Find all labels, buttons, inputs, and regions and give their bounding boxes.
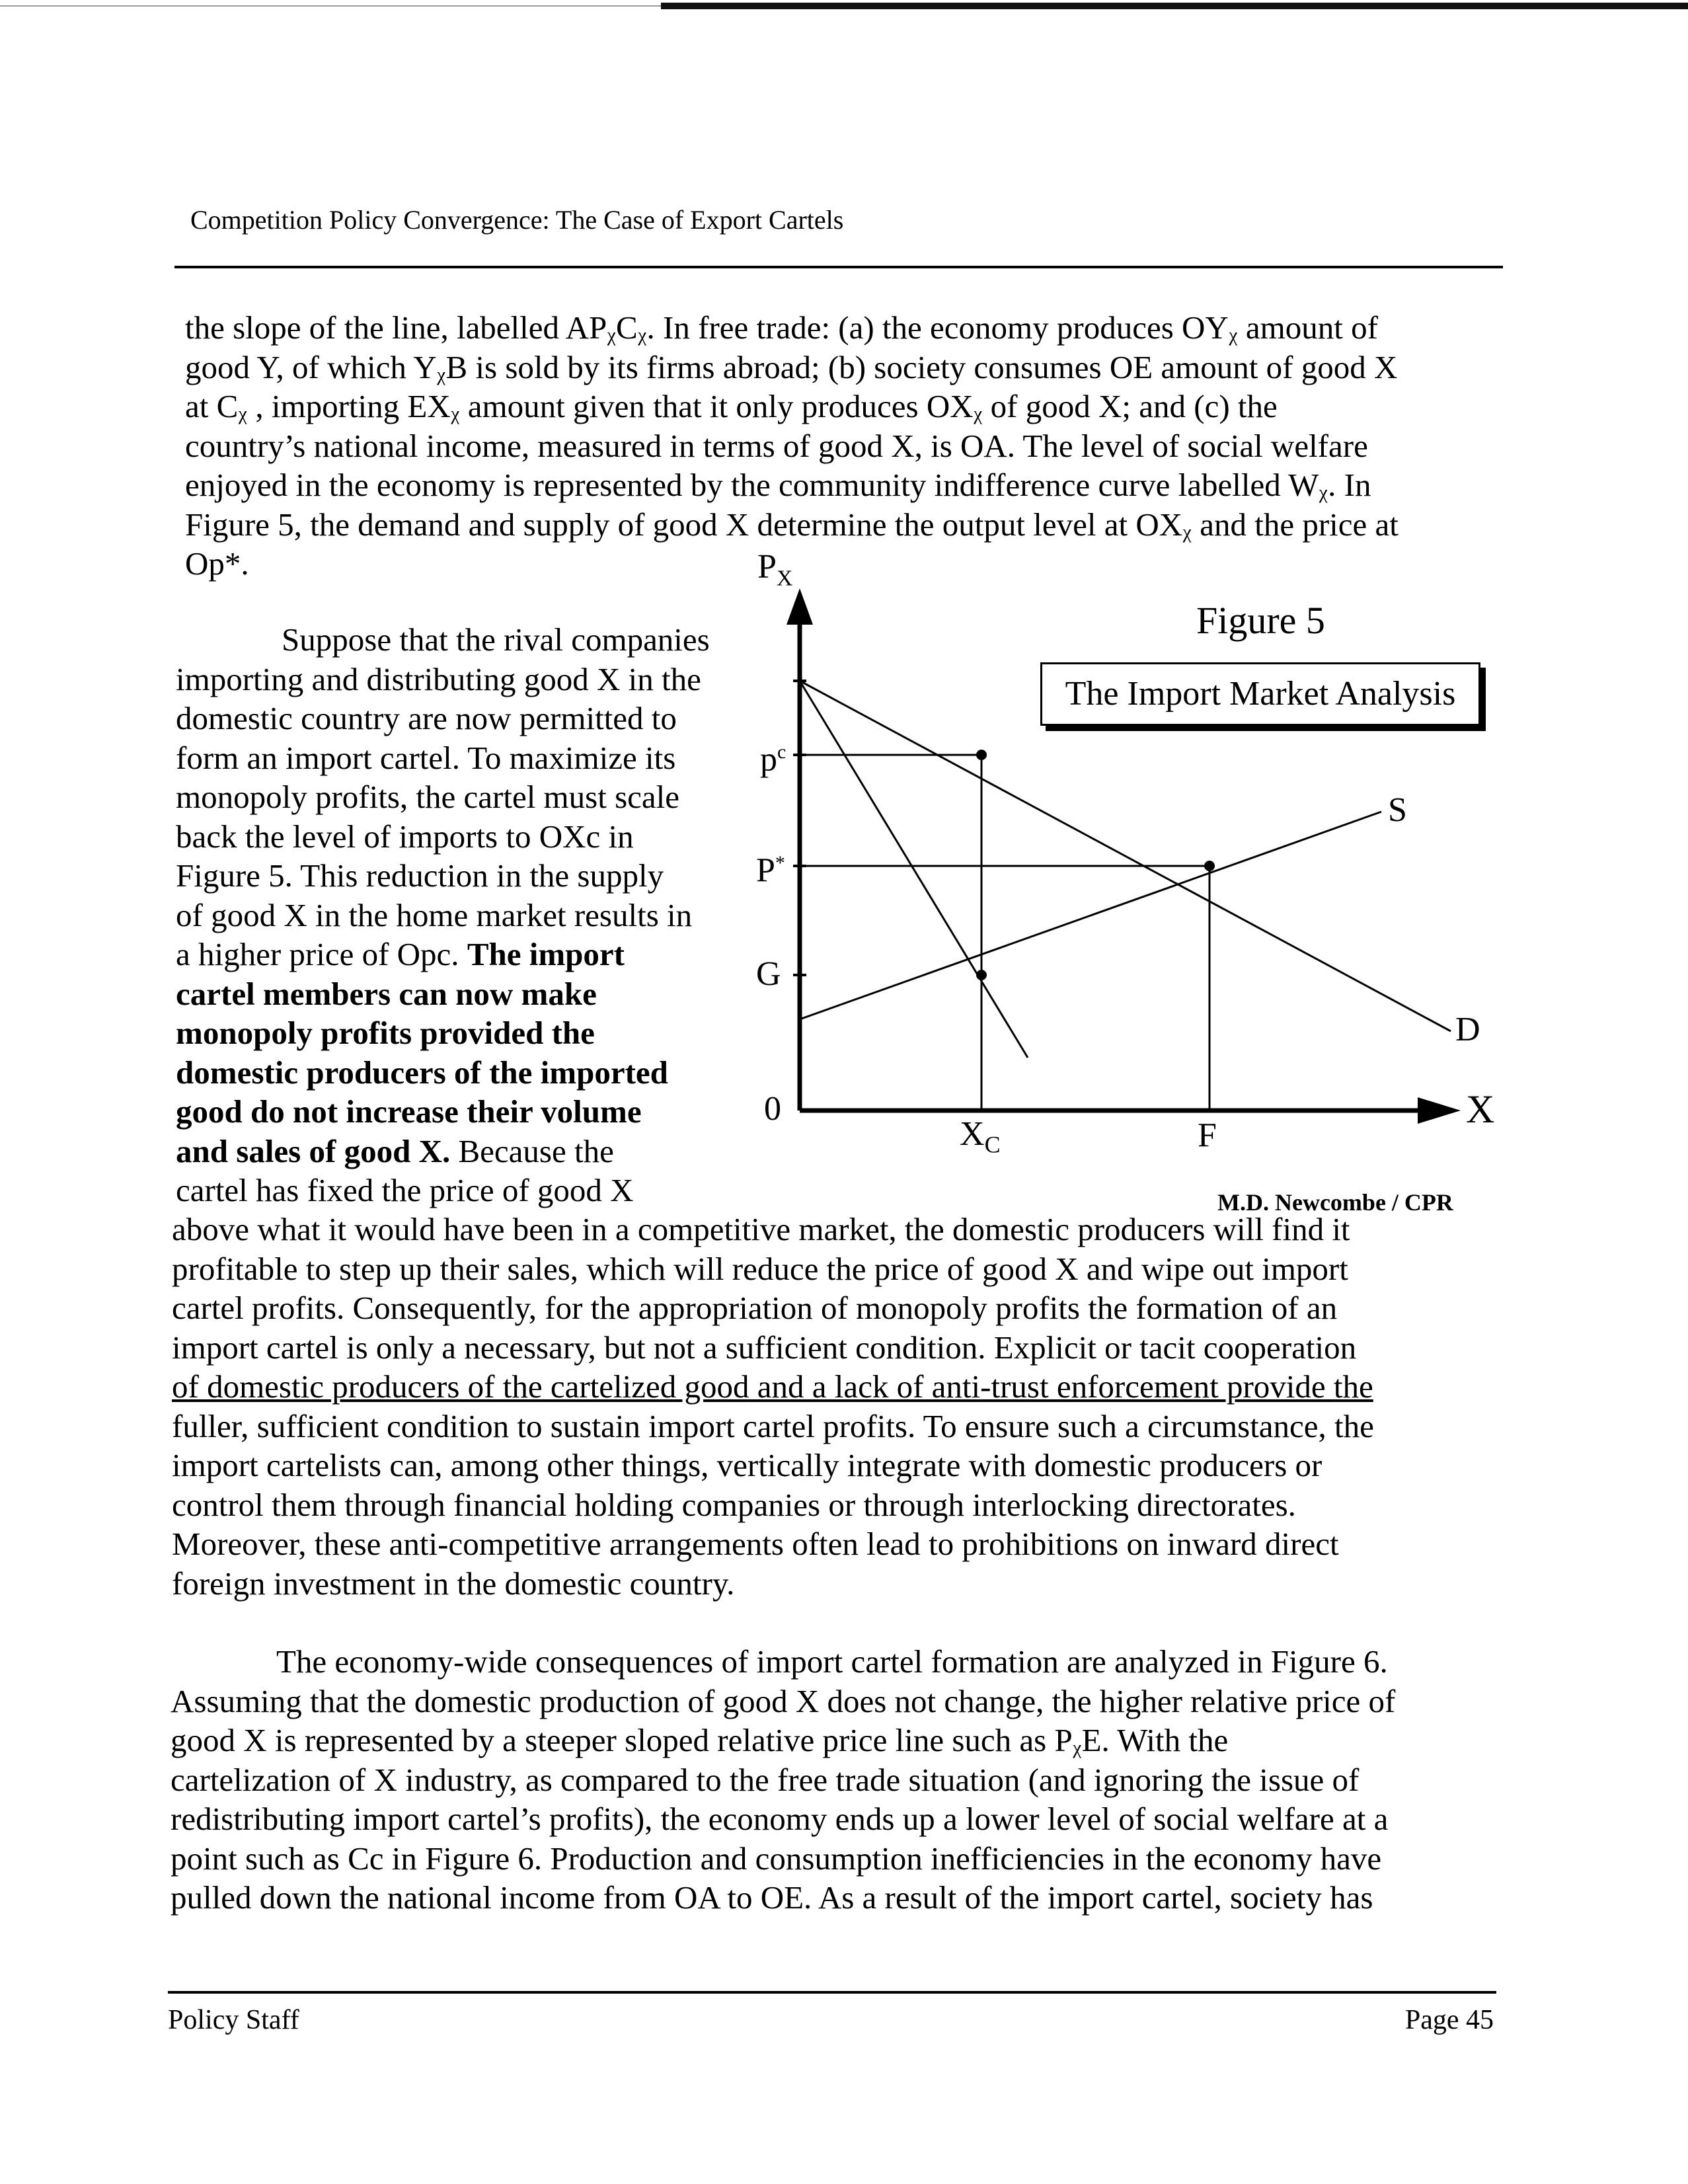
text-line: at Cᵪ , importing EXᵪ amount given that it only produces OXᵪ of good X; and (c) the <box>185 388 1278 424</box>
equilibrium-point <box>1204 861 1215 871</box>
text-line: import cartel is only a necessary, but not a sufficient condition. Explicit or tacit cooperation <box>172 1329 1357 1366</box>
x-axis-arrow <box>1418 1097 1461 1124</box>
text-line: good Y, of which YᵪB is sold by its firms abroad; (b) society consumes OE amount of good X <box>185 348 1398 385</box>
g-label: G <box>756 955 781 993</box>
text-line: Figure 5, the demand and supply of good X determine the output level at OXᵪ and the price at <box>185 506 1399 543</box>
intersection-point <box>976 970 987 980</box>
y-axis-label: $P_X$ <box>757 548 793 591</box>
text-line: domestic country are now permitted to <box>176 700 677 736</box>
text-line: enjoyed in the economy is represented by the community indifference curve labelled Wᵪ. In <box>185 467 1371 503</box>
text-line: point such as Cc in Figure 6. Production and consumption inefficiencies in the economy have <box>171 1840 1382 1877</box>
text-line: foreign investment in the domestic country. <box>172 1565 735 1602</box>
pstar-label: P* <box>756 851 785 890</box>
text-line: Moreover, these anti-competitive arrangements often lead to prohibitions on inward direct <box>172 1526 1339 1562</box>
paragraph-4 <box>171 1642 1510 1918</box>
scan-border-thin <box>0 5 661 7</box>
text-line: Suppose that the rival companies <box>282 621 710 658</box>
cartel-price-point <box>976 750 987 760</box>
scan-border-thick <box>661 3 1688 9</box>
text-line: fuller, sufficient condition to sustain import cartel profits. To ensure such a circumstance, the <box>172 1407 1374 1444</box>
text-line: back the level of imports to OXc in <box>176 818 634 855</box>
text-line: the slope of the line, labelled APᵪCᵪ. In free trade: (a) the economy produces OYᵪ amount of <box>185 309 1378 346</box>
text-line: monopoly profits, the cartel must scale <box>176 779 680 815</box>
bold-text-line: cartel members can now make <box>176 975 597 1012</box>
demand-label: D <box>1455 1011 1480 1048</box>
text-line: importing and distributing good X in the <box>176 660 701 697</box>
text-run: Because the <box>458 1132 614 1169</box>
text-line: above what it would have been in a competitive market, the domestic producers will find it <box>172 1211 1350 1247</box>
text-line: profitable to step up their sales, which will reduce the price of good X and wipe out import <box>172 1250 1348 1287</box>
bold-text-run: and sales of good X. <box>176 1132 451 1169</box>
paragraph-1 <box>185 308 1504 584</box>
text-line: cartelization of X industry, as compared to the free trade situation (and ignoring the issue of <box>171 1761 1360 1798</box>
x-axis-label: X <box>1466 1087 1495 1131</box>
page-number: Page 45 <box>1404 2005 1494 2035</box>
text-line: redistributing import cartel’s profits), the economy ends up a lower level of social welfare at a <box>171 1801 1389 1837</box>
pc-label: $p^c$ <box>760 740 786 779</box>
text-line: form an import cartel. To maximize its <box>176 739 676 776</box>
scan-top-border <box>0 0 1688 9</box>
text-line: country’s national income, measured in terms of good X, is OA. The level of social welfare <box>185 427 1368 464</box>
text-line: The economy-wide consequences of import cartel formation are analyzed in Figure 6. <box>276 1643 1388 1680</box>
text-line: Op*. <box>185 545 249 582</box>
xc-label: $X_C$ <box>960 1115 1001 1158</box>
text-line: Assuming that the domestic production of good X does not change, the higher relative price of <box>171 1682 1396 1719</box>
text-run: a higher price of Opc. <box>176 936 459 972</box>
text-line: cartel has fixed the price of good X <box>176 1172 634 1208</box>
supply-label: S <box>1388 791 1407 829</box>
origin-label: 0 <box>764 1090 781 1128</box>
figure-5 <box>720 549 1520 1243</box>
supply-curve <box>800 812 1381 1019</box>
text-line: control them through financial holding companies or through interlocking directorates. <box>172 1486 1296 1523</box>
figure-subtitle: The Import Market Analysis <box>1040 662 1480 726</box>
paragraph-3 <box>172 1210 1507 1603</box>
figure-credit: M.D. Newcombe / CPR <box>1217 1189 1453 1216</box>
header-rule <box>174 266 1503 268</box>
bold-text-line: good do not increase their volume <box>176 1093 642 1130</box>
text-line: import cartelists can, among other things, vertically integrate with domestic producers or <box>172 1447 1323 1483</box>
demand-curve <box>800 681 1451 1031</box>
text-line: of good X in the home market results in <box>176 896 693 933</box>
underlined-text-line: of domestic producers of the cartelized good and a lack of anti-trust enforcement provide the <box>172 1368 1373 1405</box>
f-label: F <box>1198 1116 1217 1154</box>
text-line: good X is represented by a steeper sloped relative price line such as PᵪE. With the <box>171 1722 1229 1758</box>
bold-text-line: monopoly profits provided the <box>176 1015 595 1051</box>
footer-rule <box>168 1991 1496 1994</box>
text-line: cartel profits. Consequently, for the appropriation of monopoly profits the formation of an <box>172 1290 1338 1326</box>
marginal-revenue-curve <box>800 681 1028 1058</box>
supply-demand-diagram <box>720 549 1520 1243</box>
text-line: pulled down the national income from OA to OE. As a result of the import cartel, society has <box>171 1879 1373 1916</box>
bold-text-run: The import <box>467 936 625 972</box>
running-head: Competition Policy Convergence: The Case of Export Cartels <box>190 205 844 235</box>
figure-title: Figure 5 <box>1196 599 1325 642</box>
footer-left: Policy Staff <box>168 2005 299 2035</box>
bold-text-line: domestic producers of the imported <box>176 1054 668 1091</box>
text-line: Figure 5. This reduction in the supply <box>176 857 664 894</box>
